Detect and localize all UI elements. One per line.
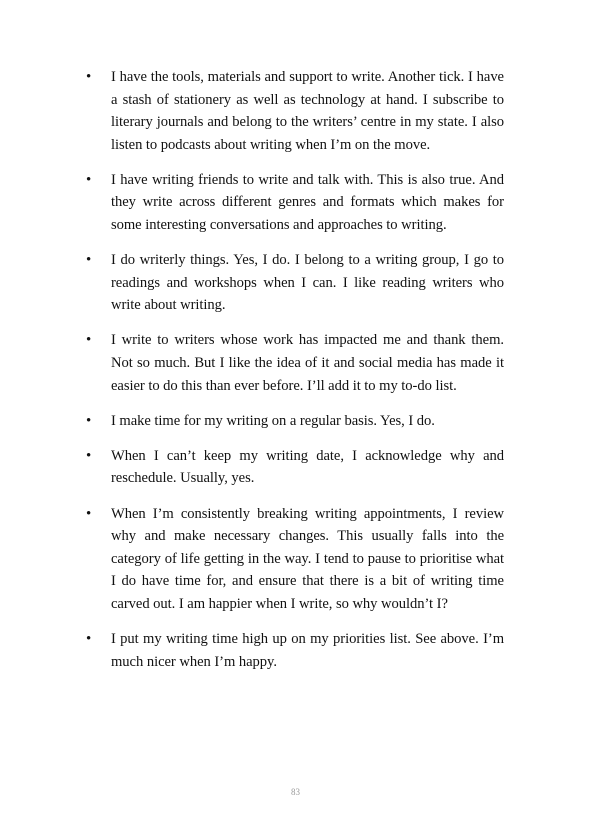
bullet-icon: • [86, 447, 92, 464]
list-item [86, 249, 504, 317]
list-item-text: I do writerly things. Yes, I do. I belong to a writing group, I go to readings and workshops when I can. I like reading writers who write about writing. [111, 252, 504, 314]
bullet-list [86, 66, 504, 686]
bullet-icon: • [86, 171, 92, 188]
list-item-text: I have the tools, materials and support to write. Another tick. I have a stash of stationery as well as technology at hand. I subscribe to literary journals and belong to the writers’ centre in my state. I also listen to podcasts about writing when I’m on the move. [111, 69, 504, 153]
bullet-icon: • [86, 505, 92, 522]
list-item [86, 503, 504, 616]
list-item [86, 410, 504, 433]
list-item-text: I write to writers whose work has impacted me and thank them. Not so much. But I like the idea of it and social media has made it easier to do this than ever before. I’ll add it to my to-do list. [111, 332, 504, 394]
list-item-text: I have writing friends to write and talk with. This is also true. And they write across different genres and formats which makes for some interesting conversations and approaches to writing. [111, 171, 504, 234]
bullet-icon: • [86, 252, 92, 269]
list-item-text: When I can’t keep my writing date, I acknowledge why and reschedule. Usually, yes. [111, 447, 504, 487]
list-item [86, 445, 504, 490]
list-item [86, 169, 504, 237]
bullet-icon: • [86, 332, 92, 349]
list-item [86, 329, 504, 397]
list-item-text: I make time for my writing on a regular basis. Yes, I do. [111, 412, 435, 429]
list-item [86, 66, 504, 156]
list-item-text: I put my writing time high up on my priorities list. See above. I’m much nicer when I’m happy. [111, 630, 504, 670]
list-item-text: When I’m consistently breaking writing appointments, I review why and make necessary changes. This usually falls into the category of life getting in the way. I tend to pause to prioritise what I do have time for, and ensure that there is a bit of writing time carved out. I am happier when I write, so why wouldn’t I? [111, 505, 504, 612]
bullet-icon: • [86, 412, 92, 429]
bullet-icon: • [86, 630, 92, 647]
bullet-icon: • [86, 69, 92, 85]
page-number: 83 [291, 787, 300, 797]
list-item [86, 628, 504, 673]
